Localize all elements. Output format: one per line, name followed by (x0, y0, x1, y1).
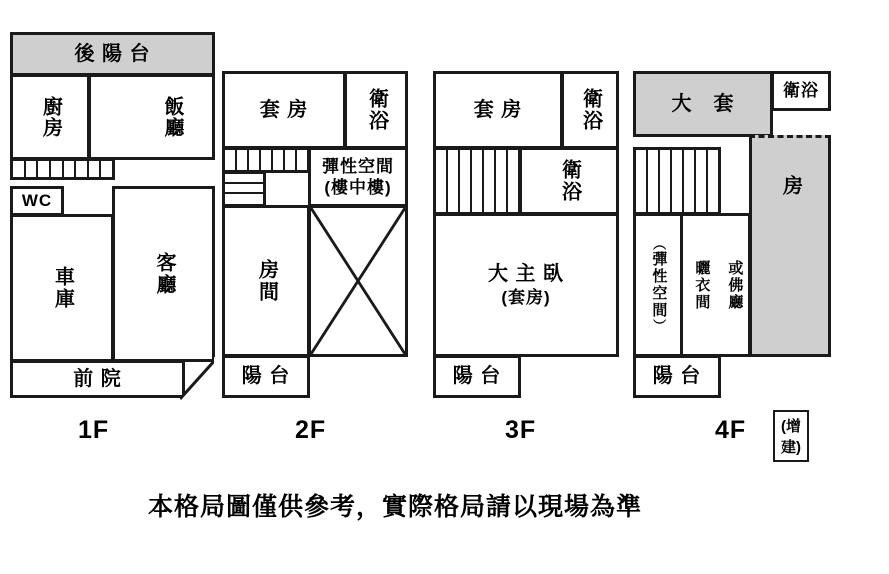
flex-bracket-bottom: ） (651, 319, 667, 333)
room-garage (10, 214, 114, 362)
room-or-buddha-hall-4f-label: 或佛廳 (726, 259, 744, 311)
room-kitchen (10, 74, 90, 160)
floor-tag-1f: 1F (78, 416, 110, 444)
room-suite-3f: 套 房 (433, 71, 563, 149)
floor-tag-2f: 2F (295, 416, 327, 444)
room-suite-2f: 套 房 (222, 71, 346, 149)
room-bathroom-4f: 衛浴 (771, 71, 831, 111)
room-drying-room-4f (683, 213, 719, 357)
staircase-4f (633, 147, 721, 215)
room-bathroom-small-3f (561, 71, 619, 149)
room-flex-space-2f-sub: (樓中樓) (324, 178, 392, 197)
room-drying-room-4f-label: 曬衣間 (693, 259, 711, 311)
room-master-bedroom-3f (433, 213, 619, 357)
staircase-2f-lower (222, 171, 266, 207)
room-room-4f-label: 房 (779, 175, 802, 197)
floor-tag-3f: 3F (505, 416, 537, 444)
room-living (112, 186, 215, 362)
room-balcony-3f: 陽 台 (433, 355, 521, 398)
extension-badge: (增建) (773, 410, 809, 462)
room-dining-label: 飯廳 (161, 96, 183, 138)
room-flex-space-2f (308, 147, 408, 207)
room-room-2f (222, 205, 310, 357)
floor-tag-4f: 4F (715, 416, 747, 444)
corner-cut-1f (180, 357, 220, 401)
room-or-buddha-hall-4f (717, 213, 751, 357)
room-kitchen-label: 廚房 (39, 96, 62, 138)
room-living-label: 客廳 (153, 252, 175, 296)
room-flex-space-4f-label: 彈性空間 (650, 251, 668, 319)
void-area-2f (308, 205, 408, 357)
staircase-1f (10, 158, 115, 180)
room-dining (88, 74, 215, 160)
room-balcony-2f: 陽 台 (222, 355, 310, 398)
room-bathroom-2f-label: 衛浴 (365, 88, 388, 132)
staircase-3f (433, 147, 521, 215)
room-room-4f (749, 135, 831, 357)
room-wc: WC (10, 186, 64, 216)
room-back-balcony: 後 陽 台 (10, 32, 215, 76)
staircase-2f-upper (222, 147, 310, 173)
room-big-suite-4f: 大 套 (633, 71, 773, 137)
room-room-2f-label: 房間 (255, 259, 278, 303)
room-flex-space-2f-label: 彈性空間 (322, 156, 394, 176)
room-bathroom-3f-label: 衛浴 (558, 159, 581, 203)
disclaimer-note: 本格局圖僅供參考，實際格局請以現場為準 (148, 493, 643, 521)
room-bathroom-3f (519, 147, 619, 215)
room-bathroom-small-3f-label: 衛浴 (579, 88, 602, 132)
room-master-bedroom-3f-sub: (套房) (501, 287, 551, 307)
room-master-bedroom-3f-label: 大 主 臥 (487, 262, 565, 285)
room-garage-label: 車庫 (51, 266, 74, 310)
room-bathroom-2f (344, 71, 408, 149)
flex-bracket-top: （ (651, 237, 667, 251)
room-flex-space-4f (633, 213, 683, 357)
room-balcony-4f: 陽 台 (633, 355, 721, 398)
room-front-yard: 前 院 (10, 360, 185, 398)
